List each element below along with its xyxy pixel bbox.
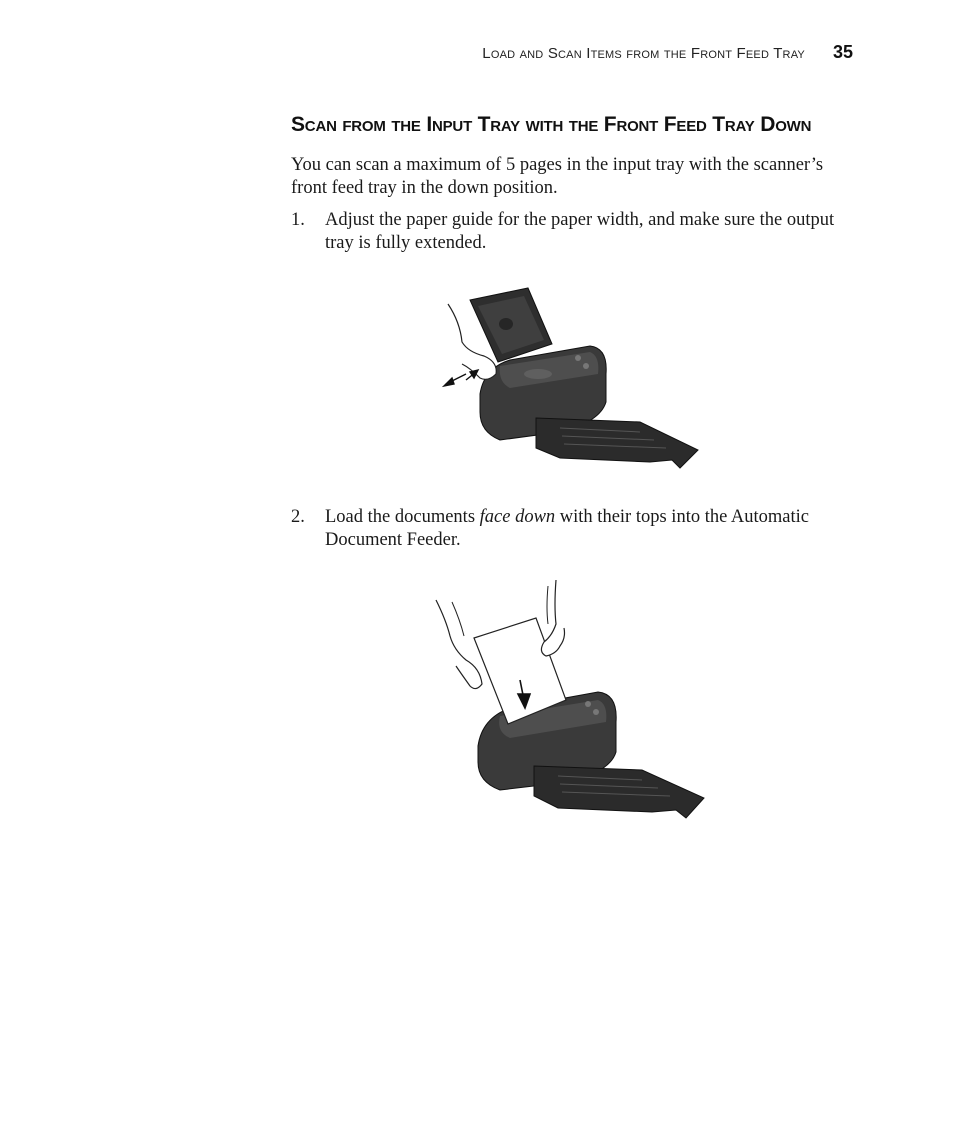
running-header bbox=[400, 42, 853, 63]
step-number: 1. bbox=[291, 210, 305, 230]
scanner-paper-guide-illustration bbox=[440, 282, 702, 477]
running-title: Load and Scan Items from the Front Feed Tray bbox=[482, 45, 805, 62]
step-text-before: Load the documents bbox=[325, 507, 480, 527]
scanner-load-documents-illustration bbox=[430, 576, 710, 826]
step-text bbox=[325, 506, 856, 552]
page-number: 35 bbox=[832, 42, 853, 62]
step-text-emphasis: face down bbox=[479, 507, 556, 527]
step-2 bbox=[291, 506, 856, 552]
intro-paragraph: You can scan a maximum of 5 pages in the input tray with the scanner’s front feed tray in the down position. bbox=[291, 155, 824, 198]
step-1 bbox=[291, 209, 856, 255]
section-heading: Scan from the Input Tray with the Front Feed Tray Down bbox=[291, 113, 812, 136]
step-number: 2. bbox=[291, 507, 305, 527]
step-text-after: with their tops into the Automatic Document Feeder. bbox=[325, 507, 810, 550]
step-text: Adjust the paper guide for the paper width, and make sure the output tray is fully extended. bbox=[325, 210, 835, 253]
